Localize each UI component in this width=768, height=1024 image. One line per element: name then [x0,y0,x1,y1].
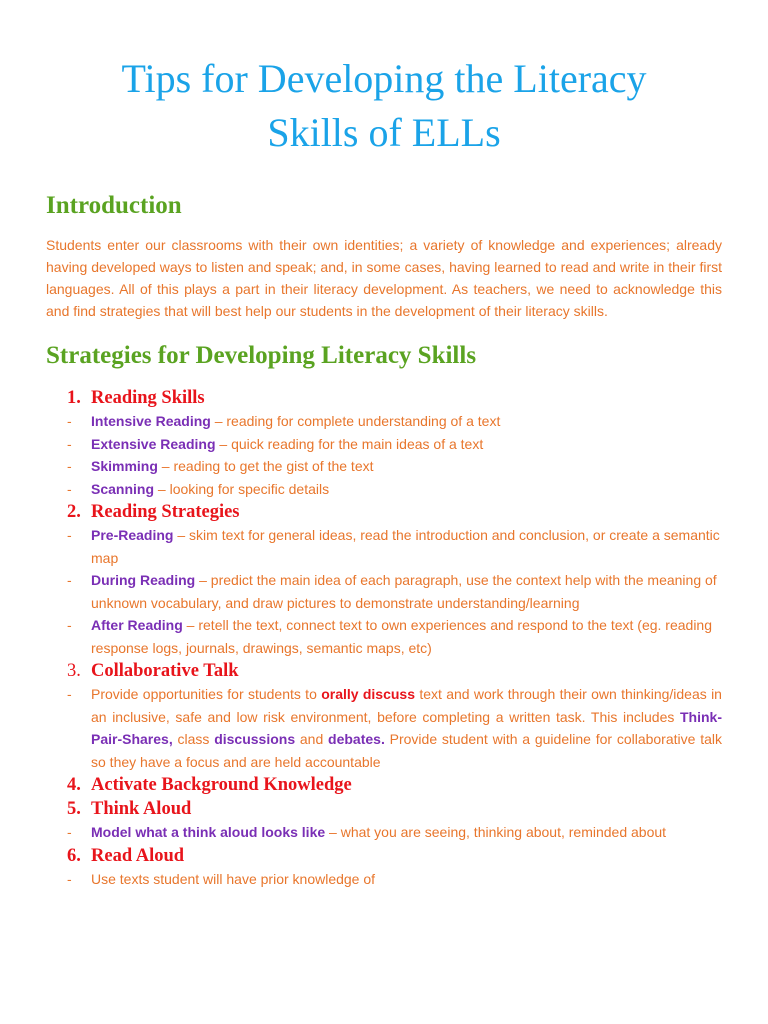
list-item [46,410,722,433]
item-term: Skimming [91,458,158,474]
item-term: Extensive Reading [91,435,216,452]
list-item [46,478,722,501]
section-number: 2. [67,502,81,522]
section-title: Reading Skills [91,388,205,408]
highlight-think-pair-shares: Think-Pair-Shares, [91,708,722,747]
item-text: – reading for complete understanding of a text [210,413,501,429]
section-heading-think-aloud [46,797,722,821]
item-text: – reading to get the gist of the text [157,458,374,474]
bullet-dash: - [67,617,72,633]
document-title [46,0,722,160]
section-number: 1. [67,388,81,408]
section-number: 6. [67,845,81,866]
item-text: Use texts student will have prior knowledge of [91,870,376,887]
section-heading-activate-background-knowledge [46,773,722,797]
bullet-dash: - [67,480,72,497]
introduction-paragraph: Students enter our classrooms with their own identities; a variety of knowledge and experiences; already having developed ways to listen and speak; and, in some cases, having learned to read and write in their first languages. All of this plays a part in their literacy development. As teachers, we need to acknowledge this and find strategies that will best help our students in the development of their literacy skills. [46,237,722,319]
section-title: Read Aloud [91,845,185,866]
item-text: Provide opportunities for students to [91,686,322,702]
section-number: 5. [67,799,81,819]
item-text: – retell the text, connect text to own experiences and respond to the text (eg. reading response logs, journals, drawings, semantic maps, etc) [91,617,713,656]
section-title: Activate Background Knowledge [91,775,352,795]
collaborative-talk-list [46,683,722,773]
section-title: Think Aloud [91,799,192,819]
item-term: Intensive Reading [91,413,211,429]
item-text: – what you are seeing, thinking about, reminded about [325,824,667,840]
title-line-2: Skills of ELLs [267,110,501,155]
item-text: – predict the main idea of each paragraph, use the context help with the meaning of unknown vocabulary, and draw pictures to demonstrate understanding/learning [91,572,717,611]
item-term: Pre-Reading [91,527,174,543]
item-term: During Reading [91,572,196,588]
think-aloud-list [46,821,722,844]
list-item [46,524,722,569]
strategy-sections [46,386,722,890]
bullet-dash: - [67,572,72,588]
bullet-dash: - [67,870,72,887]
read-aloud-list [46,868,722,891]
list-item [46,821,722,844]
item-text: Provide student with a guideline for collaborative talk so they have a focus and are held accountable [91,731,722,770]
list-item [46,683,722,773]
list-item [46,455,722,478]
item-text: text and work through their own thinking/ideas in an inclusive, safe and low risk environment, before completing a written task. This includes [91,686,722,725]
bullet-dash: - [67,527,72,543]
item-term: Model what a think aloud looks like [91,824,326,840]
highlight-discussions: discussions [214,731,296,747]
item-term: Scanning [91,480,155,497]
bullet-dash: - [67,686,72,702]
item-text: and [295,731,329,747]
list-item [46,433,722,456]
item-text: class [172,731,215,747]
section-heading-reading-strategies [46,500,722,524]
section-heading-reading-skills [46,386,722,410]
bullet-dash: - [67,824,72,840]
list-item [46,614,722,659]
highlight-orally-discuss: orally discuss [321,686,415,702]
item-term: After Reading [91,617,183,633]
section-title: Collaborative Talk [91,661,239,681]
bullet-dash: - [67,458,72,474]
section-title: Reading Strategies [91,502,240,522]
list-item [46,569,722,614]
section-heading-collaborative-talk [46,659,722,683]
bullet-dash: - [67,435,72,452]
bullet-dash: - [67,413,72,429]
item-text: – quick reading for the main ideas of a text [215,435,484,452]
section-heading-read-aloud [46,844,722,868]
section-number: 4. [67,775,81,795]
list-item [46,868,722,891]
item-text: – looking for specific details [154,480,330,497]
highlight-debates: debates. [328,731,385,747]
strategies-heading: Strategies for Developing Literacy Skills [46,342,477,369]
introduction-heading: Introduction [46,192,182,219]
item-text: – skim text for general ideas, read the introduction and conclusion, or create a semantic map [91,527,720,566]
title-line-1: Tips for Developing the Literacy [121,56,647,101]
section-number: 3. [67,661,81,681]
reading-strategies-list [46,524,722,659]
reading-skills-list [46,410,722,500]
